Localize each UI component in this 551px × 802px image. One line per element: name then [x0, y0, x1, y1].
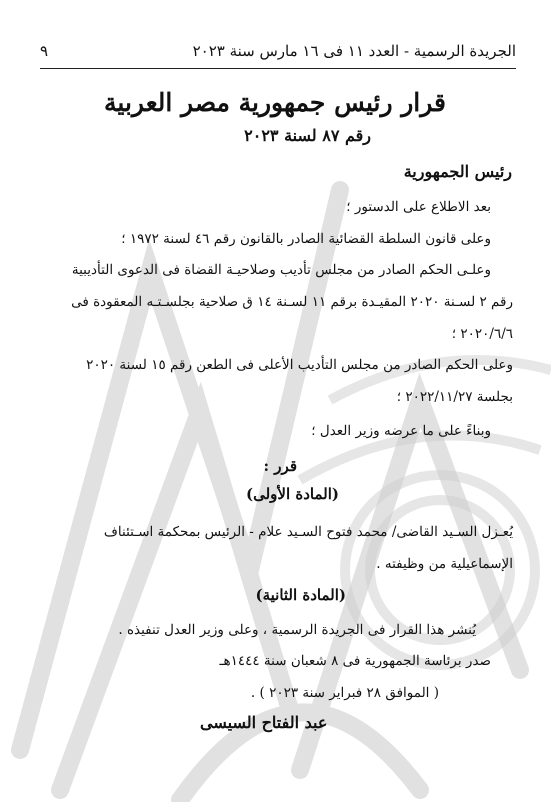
- article-1-line: الإسماعيلية من وظيفته .: [376, 556, 513, 572]
- recital-line: بجلسة ٢٠٢٢/١١/٢٧ ؛: [396, 389, 513, 405]
- recital-line: وعلى قانون السلطة القضائية الصادر بالقانون رقم ٤٦ لسنة ١٩٧٢ ؛: [121, 231, 491, 247]
- recital-line: وعلى الحكم الصادر من مجلس التأديب الأعلى فى الطعن رقم ١٥ لسنة ٢٠٢٠: [86, 357, 513, 373]
- recital-line: رقم ٢ لسـنة ٢٠٢٠ المقيـدة برقم ١١ لسـنة ١٤ ق صلاحية بجلسـتـه المعقودة فى: [71, 294, 513, 310]
- article-1-heading: (المادة الأولى): [246, 485, 339, 503]
- gregorian-date-line: ( الموافق ٢٨ فبراير سنة ٢٠٢٣ ) .: [250, 685, 439, 701]
- article-2-line: يُنشر هذا القرار فى الجريدة الرسمية ، وعلى وزير العدل تنفيذه .: [118, 622, 476, 638]
- page-header: [40, 38, 516, 64]
- recital-line: ٢٠٢٠/٦/٦ ؛: [451, 326, 513, 342]
- header-rule: [40, 68, 516, 69]
- decree-number: رقم ٨٧ لسنة ٢٠٢٣: [244, 126, 371, 145]
- recital-line: وبناءً على ما عرضه وزير العدل ؛: [311, 423, 491, 439]
- running-title: الجريدة الرسمية - العدد ١١ فى ١٦ مارس سنة ٢٠٢٣: [192, 42, 516, 60]
- page-number: ٩: [40, 42, 49, 60]
- president-signature: عبد الفتاح السيسى: [200, 713, 328, 732]
- issued-date-line: صدر برئاسة الجمهورية فى ٨ شعبان سنة ١٤٤٤هـ: [219, 653, 491, 669]
- recital-line: بعد الاطلاع على الدستور ؛: [346, 199, 491, 215]
- article-1-line: يُعـزل السـيد القاضى/ محمد فتوح السـيد علام - الرئيس بمحكمة اسـتئناف: [103, 524, 513, 540]
- article-2-heading: (المادة الثانية): [255, 586, 346, 604]
- recital-line: وعلـى الحكم الصادر من مجلس تأديب وصلاحيـة القضاة فى الدعوى التأديبية: [71, 262, 491, 278]
- decree-title: قرار رئيس جمهورية مصر العربية: [104, 88, 446, 117]
- decided-heading: قرر :: [263, 457, 297, 475]
- issuer-heading: رئيس الجمهورية: [403, 162, 512, 181]
